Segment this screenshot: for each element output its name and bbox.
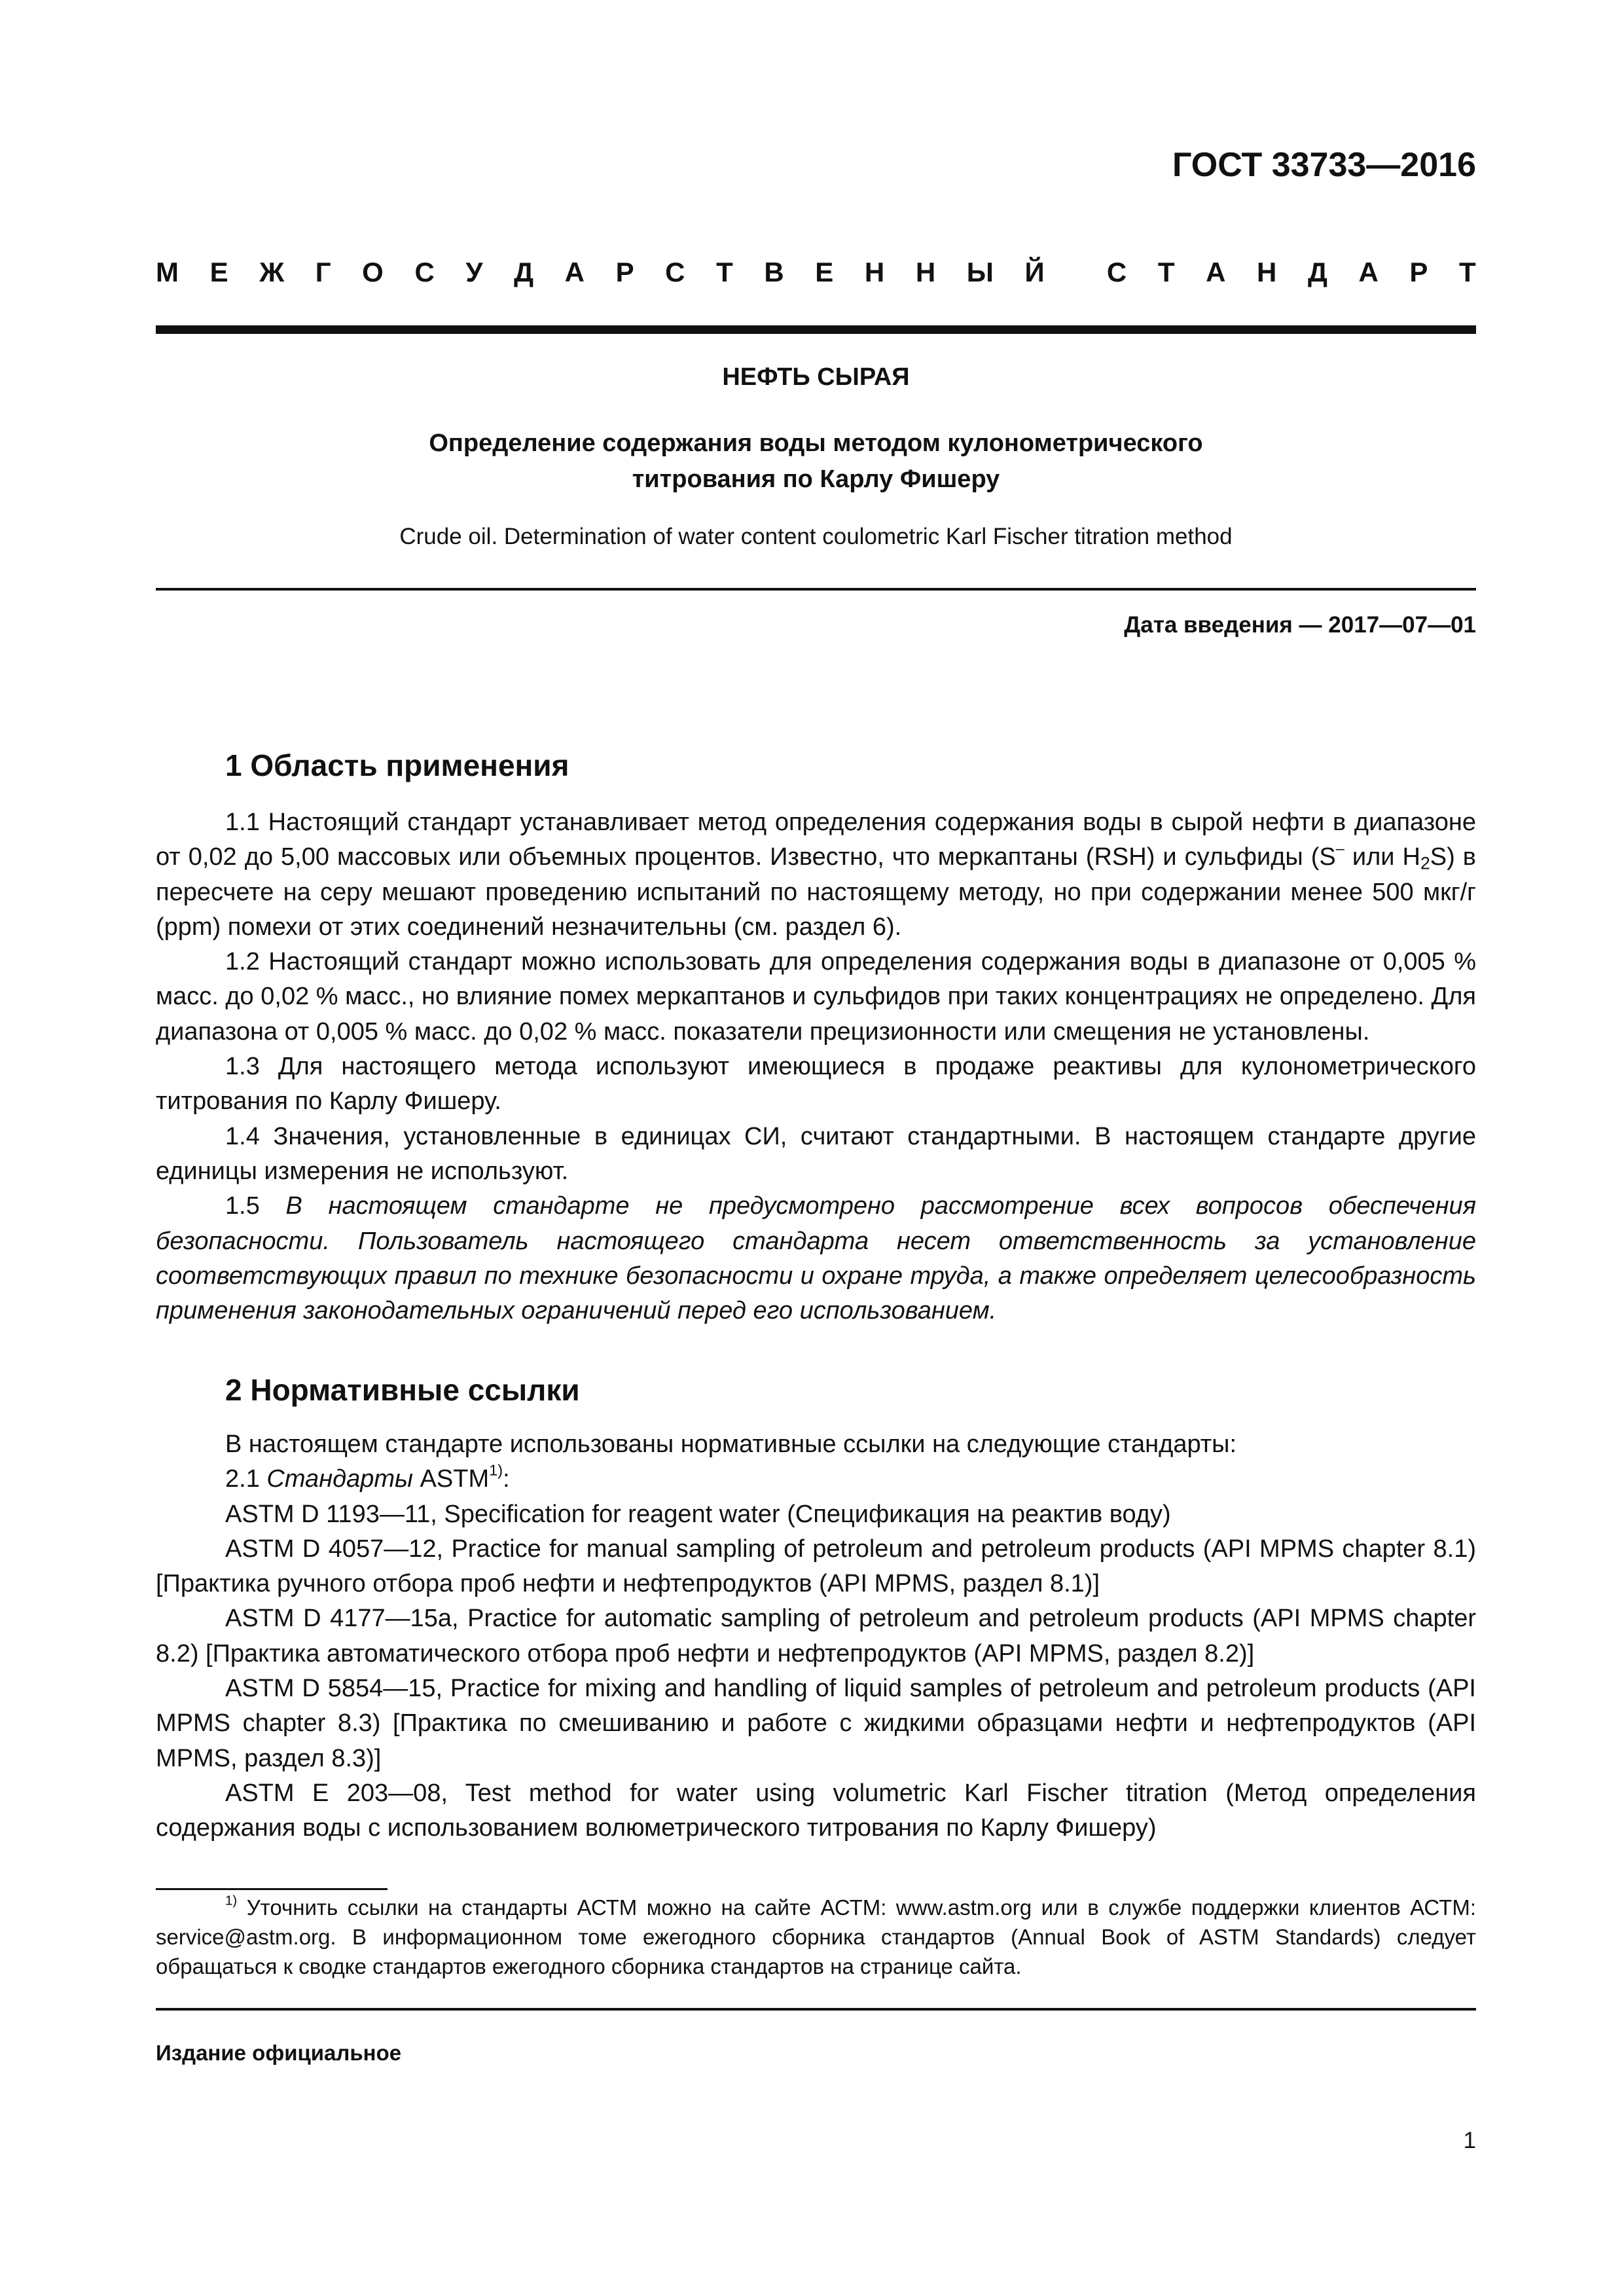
subtitle-line-2: титрования по Карлу Фишеру bbox=[632, 465, 1000, 493]
banner-letter: Т bbox=[1459, 257, 1476, 287]
banner-letter: Ы bbox=[966, 257, 994, 287]
section-1-body bbox=[156, 805, 1476, 1328]
reference-item: ASTM D 5854—15, Practice for mixing and handling of liquid samples of petroleum and petroleum products (API MPMS chapter 8.3) [Практика по смешиванию и работе с жидкими образцами нефти и нефтепродуктов (API MPMS, раздел 8.3)] bbox=[156, 1675, 1476, 1772]
document-number: ГОСТ 33733—2016 bbox=[1172, 146, 1476, 184]
paragraph-1-2: 1.2 Настоящий стандарт можно использовать для определения содержания воды в диапазоне от 0,005 % масс. до 0,02 % масс., но влияние помех меркаптанов и сульфидов при таких концентрациях не определено. Для диапазона от 0,005 % масс. до 0,02 % масс. показатели прецизионности или смещения не установлены. bbox=[156, 948, 1476, 1046]
banner-letter: М bbox=[156, 257, 179, 287]
introduction-date: Дата введения — 2017—07—01 bbox=[1124, 612, 1476, 638]
banner-letter: Д bbox=[514, 257, 534, 287]
reference-item: ASTM D 1193—11, Specification for reagent water (Спецификация на реактив воду) bbox=[225, 1500, 1171, 1528]
section-2-body bbox=[156, 1427, 1476, 1846]
paragraph-1-1: 1.1 Настоящий стандарт устанавливает метод определения содержания воды в сырой нефти в диапазоне от 0,02 до 5,00 массовых или объемных процентов. Известно, что меркаптаны (RSH) и сульфиды (S– или $H_2S$) в пересчете на серу мешают проведению испытаний по настоящему методу, но при содержании менее 500 мкг/г (ppm) помехи от этих соединений незначительны (см. раздел 6). bbox=[156, 809, 1476, 941]
paragraph-2-1: 2.1 Стандарты ASTM$^{1)}$: bbox=[225, 1461, 510, 1493]
banner-letter: А bbox=[1358, 257, 1379, 287]
reference-item: ASTM D 4177—15a, Practice for automatic sampling of petroleum and petroleum products (API MPMS chapter 8.2) [Практика автоматического отбора проб нефти и нефтепродуктов (API MPMS, раздел 8.2)] bbox=[156, 1605, 1476, 1667]
banner-letter: Т bbox=[1157, 257, 1175, 287]
paragraph-1-4: 1.4 Значения, установленные в единицах СИ, считают стандартными. В настоящем стандарте другие единицы измерения не используют. bbox=[156, 1122, 1476, 1185]
paragraph-1-3: 1.3 Для настоящего метода используют имеющиеся в продаже реактивы для кулонометрического титрования по Карлу Фишеру. bbox=[156, 1053, 1476, 1116]
page-number: 1 bbox=[1463, 2128, 1476, 2153]
banner-letter: Д bbox=[1307, 257, 1327, 287]
banner-letter: А bbox=[564, 257, 585, 287]
banner-letter: Й bbox=[1024, 257, 1045, 287]
banner-letter: Т bbox=[716, 257, 733, 287]
banner-letter: Г bbox=[315, 257, 331, 287]
banner-letter: Н bbox=[915, 257, 936, 287]
banner-letter: Ж bbox=[259, 257, 285, 287]
banner-letter: Е bbox=[815, 257, 834, 287]
banner-letter: В bbox=[764, 257, 784, 287]
standard-subtitle bbox=[156, 426, 1476, 498]
english-title: Crude oil. Determination of water content coulometric Karl Fischer titration method bbox=[399, 524, 1233, 549]
banner-letter: Р bbox=[615, 257, 634, 287]
interstate-standard-banner bbox=[156, 257, 1476, 288]
banner-letter: С bbox=[414, 257, 435, 287]
banner-letter: Н bbox=[864, 257, 885, 287]
header-divider bbox=[156, 325, 1476, 334]
subtitle-line-1: Определение содержания воды методом кулонометрического bbox=[429, 429, 1203, 457]
section-2-intro: В настоящем стандарте использованы нормативные ссылки на следующие стандарты: bbox=[225, 1430, 1237, 1458]
banner-letter: А bbox=[1206, 257, 1226, 287]
banner-letter: У bbox=[465, 257, 483, 287]
section-2-heading: 2 Нормативные ссылки bbox=[225, 1373, 580, 1407]
footnote-separator bbox=[156, 1888, 388, 1890]
reference-item: ASTM D 4057—12, Practice for manual sampling of petroleum and petroleum products (API MPMS chapter 8.1) [Практика ручного отбора проб нефти и нефтепродуктов (API MPMS, раздел 8.1)] bbox=[156, 1535, 1476, 1598]
section-1-heading: 1 Область применения bbox=[225, 748, 569, 782]
paragraph-1-5: 1.5 В настоящем стандарте не предусмотрено рассмотрение всех вопросов обеспечения безопасности. Пользователь настоящего стандарта несет ответственность за установление соответствующих правил по технике безопасности и охране труда, а также определяет целесообразность применения законодательных ограничений перед его использованием. bbox=[156, 1192, 1476, 1325]
footnote: $^{1)}$ Уточнить ссылки на стандарты АСТМ можно на сайте АСТМ: www.astm.org или в службе поддержки клиентов АСТМ: service@astm.org. В информационном томе ежегодного сборника стандартов (Annual Book of ASTM Standards) следует обращаться к сводке стандартов ежегодного сборника стандартов на странице сайта. bbox=[156, 1893, 1476, 1978]
banner-letter: Н bbox=[1257, 257, 1277, 287]
title-divider bbox=[156, 588, 1476, 591]
banner-letter: О bbox=[362, 257, 384, 287]
banner-letter: С bbox=[1106, 257, 1127, 287]
banner-letter: С bbox=[665, 257, 685, 287]
reference-item: ASTM E 203—08, Test method for water using volumetric Karl Fischer titration (Метод определения содержания воды с использованием волюметрического титрования по Карлу Фишеру) bbox=[156, 1779, 1476, 1842]
banner-letter: Е bbox=[209, 257, 228, 287]
standard-title: НЕФТЬ СЫРАЯ bbox=[722, 363, 910, 391]
footer-divider bbox=[156, 2008, 1476, 2011]
banner-letter: Р bbox=[1409, 257, 1428, 287]
official-edition-label: Издание официальное bbox=[156, 2041, 402, 2065]
